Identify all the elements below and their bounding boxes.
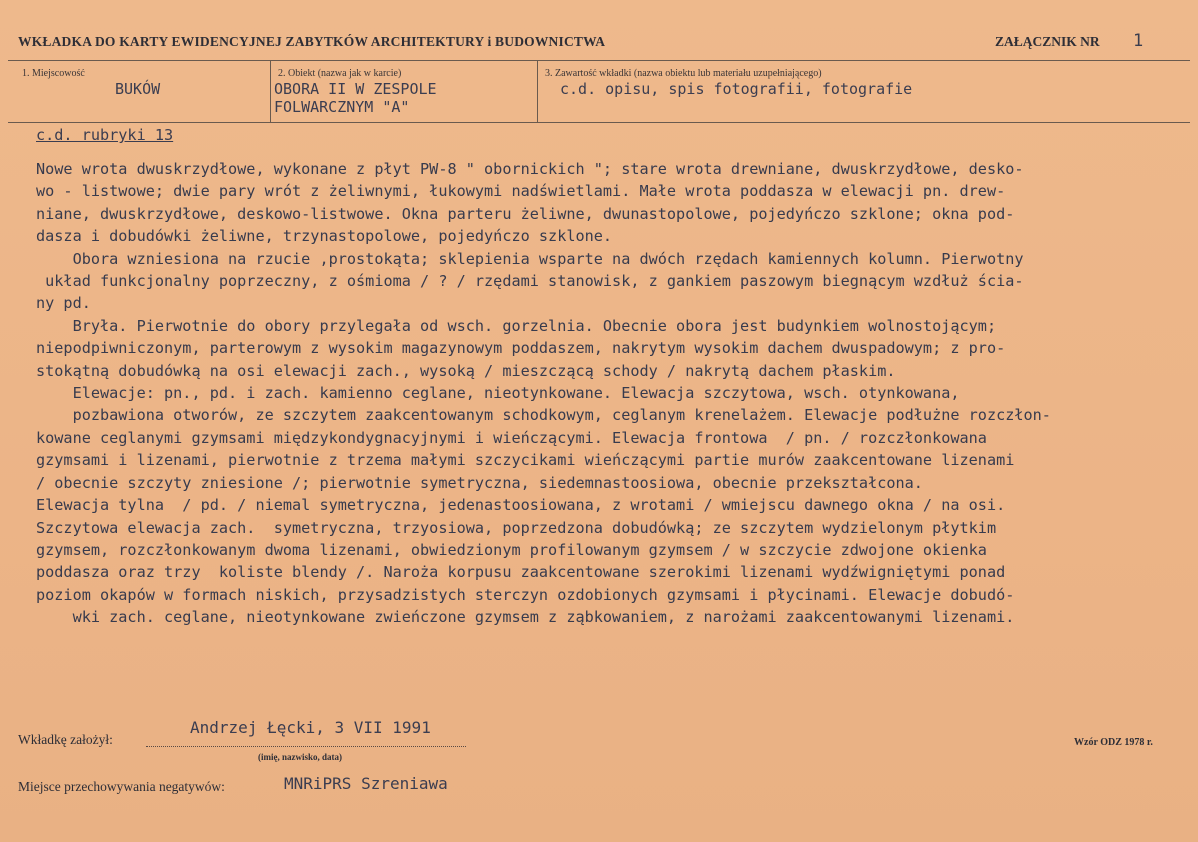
- fields-divider: [8, 122, 1190, 123]
- object-value-line-1: OBORA II W ZESPOLE: [274, 80, 437, 98]
- text-line: układ funkcjonalny poprzeczny, z ośmioma / ? / rzędami stanowisk, z gankiem paszowym biegnącym wzdłuż ścia-: [36, 272, 1024, 291]
- attachment-number: 1: [1133, 31, 1144, 51]
- text-line: ny pd.: [36, 294, 91, 313]
- text-line: Nowe wrota dwuskrzydłowe, wykonane z płyt PW-8 " obornickich "; stare wrota drewniane, dwuskrzydłowe, desko-: [36, 160, 1024, 178]
- founder-label: Wkładkę założył:: [18, 732, 113, 747]
- negatives-label: Miejsce przechowywania negatywów:: [18, 779, 225, 794]
- text-line: Obora wzniesiona na rzucie ,prostokąta; sklepienia wsparte na dwóch rzędach kamiennych kolumn. Pierwotny: [36, 249, 1024, 268]
- contents-label: 3. Zawartość wkładki (nazwa obiektu lub materiału uzupełniającego): [545, 68, 822, 79]
- form-code: Wzór ODZ 1978 r.: [1074, 737, 1153, 748]
- text-line: kowane ceglanymi gzymsami międzykondygnacyjnymi i wieńczącymi. Elewacja frontowa / pn. / rozczłonkowana: [36, 428, 987, 447]
- text-line: poddasza oraz trzy koliste blendy /. Naroża korpusu zaakcentowane szerokimi lizenami wydźwigniętymi ponad: [36, 563, 1006, 582]
- text-line: / obecnie szczyty zniesione /; pierwotnie symetryczna, siedemnastoosiowa, obecnie przekształcona.: [36, 473, 923, 492]
- field-separator-1: [270, 60, 271, 122]
- text-line: pozbawiona otworów, ze szczytem zaakcentowanym schodkowym, ceglanym krenelażem. Elewacje podłużne rozczłon-: [36, 406, 1051, 425]
- text-line: niane, dwuskrzydłowe, deskowo-listwowe. Okna parteru żeliwne, dwunastopolowe, pojedyńczo szklone; okna pod-: [36, 204, 1015, 223]
- document-title: WKŁADKA DO KARTY EWIDENCYJNEJ ZABYTKÓW ARCHITEKTURY i BUDOWNICTWA: [18, 34, 606, 49]
- header-divider: [8, 60, 1190, 61]
- location-label: 1. Miejscowość: [22, 68, 85, 79]
- text-line: wki zach. ceglane, nieotynkowane zwieńczone gzymsem z ząbkowaniem, z narożami zaakcentowanymi lizenami.: [36, 608, 1015, 627]
- object-label: 2. Obiekt (nazwa jak w karcie): [278, 68, 402, 79]
- negatives-value: MNRiPRS Szreniawa: [284, 774, 448, 793]
- description-text: [36, 150, 1166, 629]
- text-line: poziom okapów w formach niskich, przysadzistych sterczyn ozdobionych gzymsami i płycinami. Elewacje dobudó-: [36, 585, 1015, 604]
- attachment-label: ZAŁĄCZNIK NR: [995, 34, 1100, 49]
- text-line: Bryła. Pierwotnie do obory przylegała od wsch. gorzelnia. Obecnie obora jest budynkiem wolnostojącym;: [36, 316, 997, 335]
- location-value: BUKÓW: [115, 80, 161, 98]
- text-line: Elewacje: pn., pd. i zach. kamienno ceglane, nieotynkowane. Elewacja szczytowa, wsch. otynkowana,: [36, 384, 960, 403]
- text-line: stokątną dobudówką na osi elewacji zach., wysoką / mieszczącą schody / nakrytą dachem płaskim.: [36, 361, 896, 380]
- body-heading: c.d. rubryki 13: [36, 126, 174, 144]
- text-line: wo - listwowe; dwie pary wrót z żeliwnymi, łukowymi nadświetlami. Małe wrota poddasza w elewacji pn. drew-: [36, 182, 1006, 201]
- founder-caption: (imię, nazwisko, data): [258, 752, 342, 762]
- text-line: gzymsem, rozczłonkowanym dwoma lizenami, obwiedzionym profilowanym gzymsem / w szczycie zdwojone okienka: [36, 540, 987, 559]
- text-line: dasza i dobudówki żeliwne, trzynastopolowe, pojedyńczo szklone.: [36, 227, 613, 246]
- text-line: Elewacja tylna / pd. / niemal symetryczna, jedenastoosiowana, z wrotami / wmiejscu dawnego okna / na osi.: [36, 496, 1006, 515]
- text-line: gzymsami i lizenami, pierwotnie z trzema małymi szczycikami wieńczącymi partie murów zaakcentowane lizenami: [36, 451, 1015, 470]
- object-value-line-2: FOLWARCZNYM "A": [274, 98, 410, 116]
- founder-dotted-line: [146, 746, 466, 747]
- text-line: niepodpiwniczonym, parterowym z wysokim magazynowym poddaszem, nakrytym wysokim dachem dwuspadowym; z pro-: [36, 339, 1006, 358]
- founder-value: Andrzej Łęcki, 3 VII 1991: [190, 718, 431, 737]
- contents-value: c.d. opisu, spis fotografii, fotografie: [560, 80, 913, 98]
- field-separator-2: [537, 60, 538, 122]
- text-line: Szczytowa elewacja zach. symetryczna, trzyosiowa, poprzedzona dobudówką; ze szczytem wydzielonym płytkim: [36, 518, 997, 537]
